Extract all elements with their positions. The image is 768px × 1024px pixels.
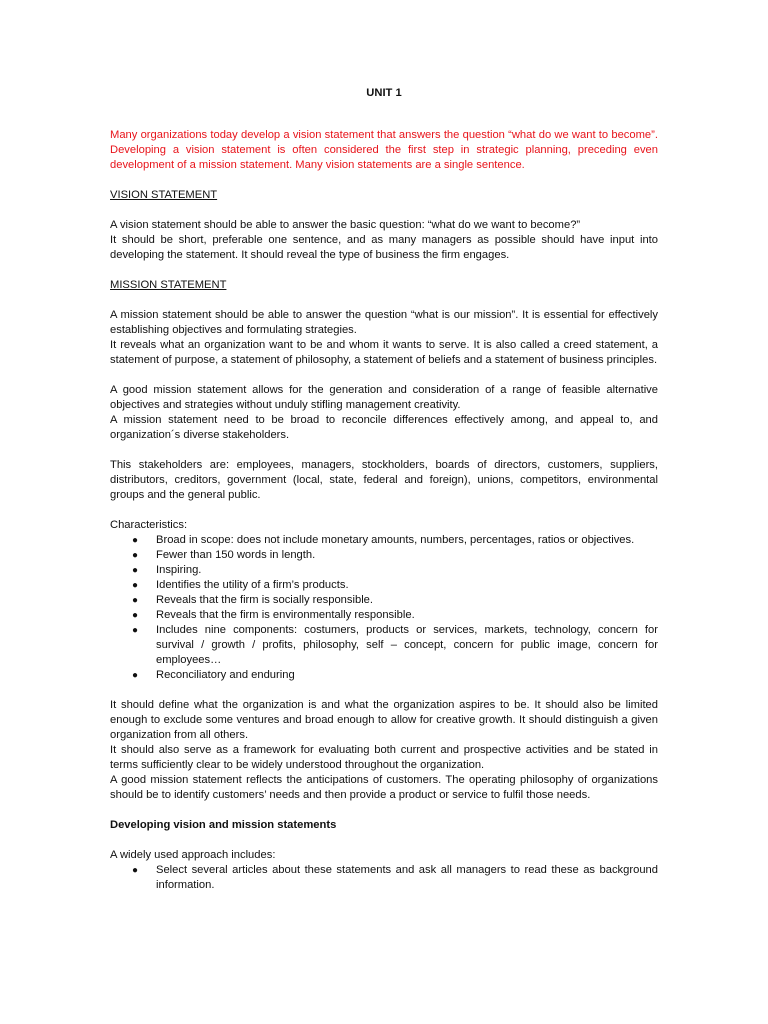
bullet-icon: ● xyxy=(132,535,139,546)
bullet-icon: ● xyxy=(132,580,139,591)
mission-heading: MISSION STATEMENT xyxy=(110,279,227,291)
list-item: ● Fewer than 150 words in length. xyxy=(132,549,316,561)
list-item: ● Reconciliatory and enduring xyxy=(132,669,295,681)
mission-paragraph-2: It reveals what an organization want to be and whom it wants to serve. It is also called a creed statement, a statement of purpose, a statement of philosophy, a statement of beliefs and a statement of business principles. xyxy=(110,339,658,366)
characteristics-list xyxy=(110,533,658,683)
mission-paragraph-3: A good mission statement allows for the generation and consideration of a range of feasible alternative objectives and strategies without unduly stifling management creativity. xyxy=(110,384,658,411)
characteristics-label: Characteristics: xyxy=(110,519,188,531)
mission-paragraph-1: A mission statement should be able to answer the question “what is our mission”. It is essential for effectively establishing objectives and formulating strategies. xyxy=(110,309,658,336)
define-paragraph-3: A good mission statement reflects the anticipations of customers. The operating philosophy of organizations should be to identify customers’ needs and then provide a product or service to fulfil those needs. xyxy=(110,774,658,801)
mission-paragraph-4: A mission statement need to be broad to reconcile differences effectively among, and appeal to, and organization´s diverse stakeholders. xyxy=(110,414,658,441)
intro-paragraph: Many organizations today develop a vision statement that answers the question “what do we want to become”. Developing a vision statement is often considered the first step in strategic planning, preceding even development of a mission statement. Many vision statements are a single sentence. xyxy=(110,129,658,171)
list-item: ● Select several articles about these statements and ask all managers to read these as background information. xyxy=(132,864,658,891)
vision-heading: VISION STATEMENT xyxy=(110,189,218,201)
define-paragraph-1: It should define what the organization is and what the organization aspires to be. It should also be limited enough to exclude some ventures and broad enough to allow for creative growth. It should distinguish a given organization from all others. xyxy=(110,699,658,741)
bullet-icon: ● xyxy=(132,610,139,621)
bullet-icon: ● xyxy=(132,565,139,576)
stakeholders-paragraph: This stakeholders are: employees, managers, stockholders, boards of directors, customers, suppliers, distributors, creditors, government (local, state, federal and foreign), unions, competitors, environmental groups and the general public. xyxy=(110,459,658,501)
define-paragraph-2: It should also serve as a framework for evaluating both current and prospective activities and be stated in terms sufficiently clear to be widely understood throughout the organization. xyxy=(110,744,658,771)
list-item: ● Includes nine components: costumers, products or services, markets, technology, concern for survival / growth / profits, philosophy, self – concept, concern for public image, concern for employees… xyxy=(132,624,658,666)
vision-paragraph-1: A vision statement should be able to answer the basic question: “what do we want to become?” xyxy=(110,219,581,231)
list-item: ● Identifies the utility of a firm’s products. xyxy=(132,579,349,591)
developing-heading: Developing vision and mission statements xyxy=(110,819,337,831)
bullet-icon: ● xyxy=(132,625,139,636)
page-title: UNIT 1 xyxy=(366,87,402,99)
approach-label: A widely used approach includes: xyxy=(110,849,276,861)
bullet-icon: ● xyxy=(132,865,139,876)
list-item: ● Reveals that the firm is environmentally responsible. xyxy=(132,609,415,621)
approach-list xyxy=(110,863,658,893)
list-item: ● Inspiring. xyxy=(132,564,202,576)
list-item: ● Broad in scope: does not include monetary amounts, numbers, percentages, ratios or objectives. xyxy=(132,534,635,546)
vision-paragraph-2: It should be short, preferable one sentence, and as many managers as possible should have input into developing the statement. It should reveal the type of business the firm engages. xyxy=(110,234,658,261)
bullet-icon: ● xyxy=(132,670,139,681)
list-item: ● Reveals that the firm is socially responsible. xyxy=(132,594,374,606)
bullet-icon: ● xyxy=(132,550,139,561)
bullet-icon: ● xyxy=(132,595,139,606)
